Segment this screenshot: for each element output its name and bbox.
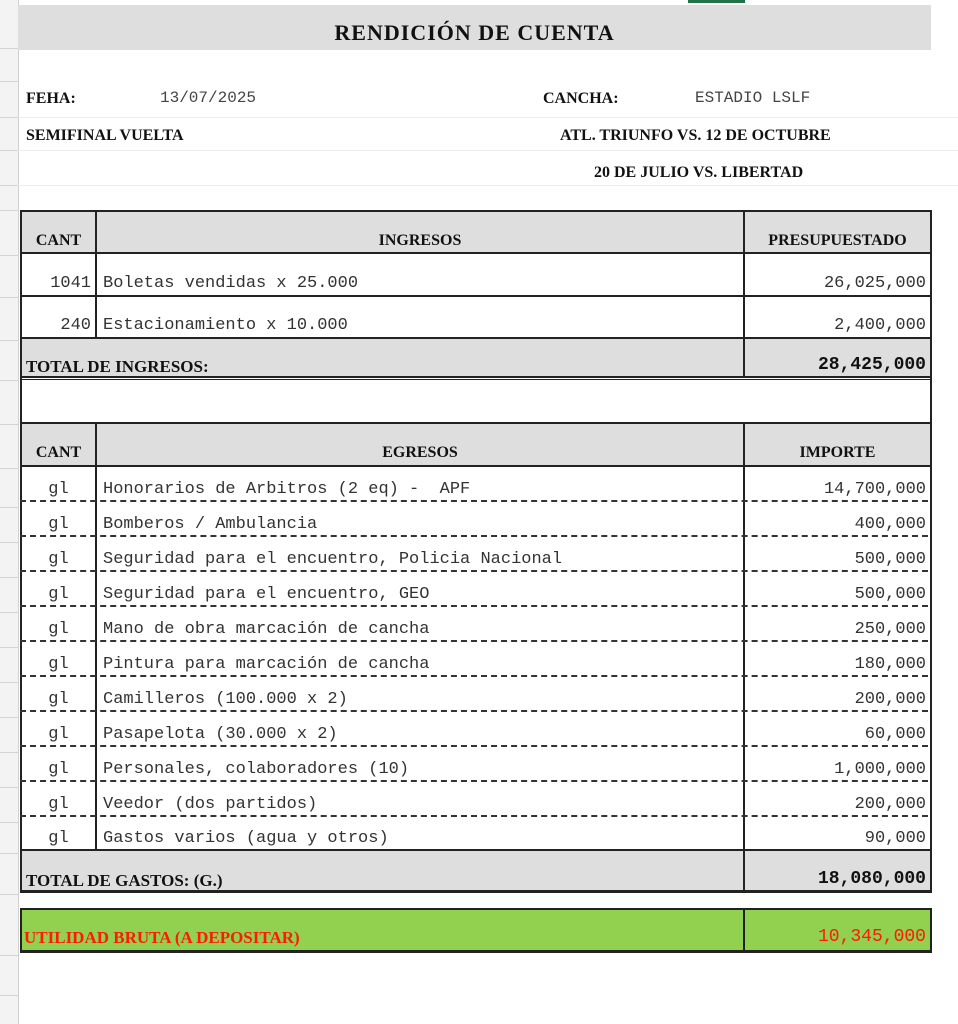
cancha-value: ESTADIO LSLF <box>695 89 811 107</box>
egresos-row-concepto: Pasapelota (30.000 x 2) <box>103 725 338 744</box>
egresos-row-concepto: Pintura para marcación de cancha <box>103 655 430 674</box>
grid-line <box>18 185 958 186</box>
egresos-row-cant: gl <box>48 620 69 639</box>
total-gastos-value: 18,080,000 <box>817 869 926 889</box>
total-ingresos-label: TOTAL DE INGRESOS: <box>26 357 209 376</box>
partido-1: ATL. TRIUNFO VS. 12 DE OCTUBRE <box>560 127 831 144</box>
egresos-row-monto: 400,000 <box>854 515 926 534</box>
egresos-row-monto: 200,000 <box>854 795 926 814</box>
egresos-row-cant: gl <box>48 480 69 499</box>
egresos-row-monto: 200,000 <box>854 690 926 709</box>
grid-line <box>18 117 958 118</box>
ingresos-row-monto: 2,400,000 <box>834 316 926 335</box>
egresos-row-cant: gl <box>48 725 69 744</box>
egresos-row-concepto: Personales, colaboradores (10) <box>103 760 410 779</box>
egresos-row-cant: gl <box>48 795 69 814</box>
instancia-label: SEMIFINAL VUELTA <box>26 127 184 144</box>
egresos-row-cant: gl <box>48 550 69 569</box>
egresos-row-monto: 500,000 <box>854 550 926 569</box>
ingresos-col-monto: PRESUPUESTADO <box>768 232 907 249</box>
egresos-row-concepto: Gastos varios (agua y otros) <box>103 829 389 848</box>
egresos-row-cant: gl <box>48 515 69 534</box>
row-header-strip <box>0 0 19 1024</box>
egresos-row-cant: gl <box>48 690 69 709</box>
egresos-col-cant: CANT <box>35 444 82 461</box>
ingresos-col-concepto: INGRESOS <box>378 232 462 249</box>
egresos-row-concepto: Seguridad para el encuentro, GEO <box>103 585 430 604</box>
egresos-row-monto: 180,000 <box>854 655 926 674</box>
grid-line <box>18 150 958 151</box>
egresos-row-concepto: Honorarios de Arbitros (2 eq) - APF <box>103 480 471 499</box>
egresos-row-monto: 1,000,000 <box>834 760 926 779</box>
fecha-label: FEHA: <box>26 90 76 107</box>
egresos-row-cant: gl <box>48 655 69 674</box>
egresos-row-concepto: Bomberos / Ambulancia <box>103 515 318 534</box>
egresos-row-concepto: Seguridad para el encuentro, Policia Nacional <box>103 550 563 569</box>
egresos-row-concepto: Camilleros (100.000 x 2) <box>103 690 348 709</box>
page-title: RENDICIÓN DE CUENTA <box>18 5 931 50</box>
egresos-row-monto: 60,000 <box>864 725 926 744</box>
ingresos-col-cant: CANT <box>35 232 82 249</box>
cancha-label: CANCHA: <box>543 90 619 107</box>
total-gastos-label: TOTAL DE GASTOS: (G.) <box>26 871 223 890</box>
egresos-row-concepto: Veedor (dos partidos) <box>103 795 318 814</box>
egresos-row-cant: gl <box>48 760 69 779</box>
ingresos-row-concepto: Estacionamiento x 10.000 <box>103 316 348 335</box>
utilidad-value: 10,345,000 <box>817 927 926 947</box>
egresos-row-cant: gl <box>48 585 69 604</box>
egresos-col-monto: IMPORTE <box>799 444 876 461</box>
egresos-row-monto: 90,000 <box>864 829 926 848</box>
egresos-row-monto: 250,000 <box>854 620 926 639</box>
selected-cell-indicator <box>688 0 745 3</box>
ingresos-row-concepto: Boletas vendidas x 25.000 <box>103 274 359 293</box>
egresos-col-concepto: EGRESOS <box>382 444 458 461</box>
ingresos-row-cant: 240 <box>60 316 91 335</box>
egresos-row-cant: gl <box>48 829 69 848</box>
fecha-value: 13/07/2025 <box>160 89 257 107</box>
ingresos-row-monto: 26,025,000 <box>823 274 926 293</box>
utilidad-label: UTILIDAD BRUTA (A DEPOSITAR) <box>24 928 300 947</box>
ingresos-row-cant: 1041 <box>50 274 91 293</box>
total-ingresos-value: 28,425,000 <box>817 355 926 375</box>
egresos-row-monto: 14,700,000 <box>823 480 926 499</box>
egresos-row-monto: 500,000 <box>854 585 926 604</box>
partido-2: 20 DE JULIO VS. LIBERTAD <box>594 164 804 181</box>
egresos-row-concepto: Mano de obra marcación de cancha <box>103 620 430 639</box>
